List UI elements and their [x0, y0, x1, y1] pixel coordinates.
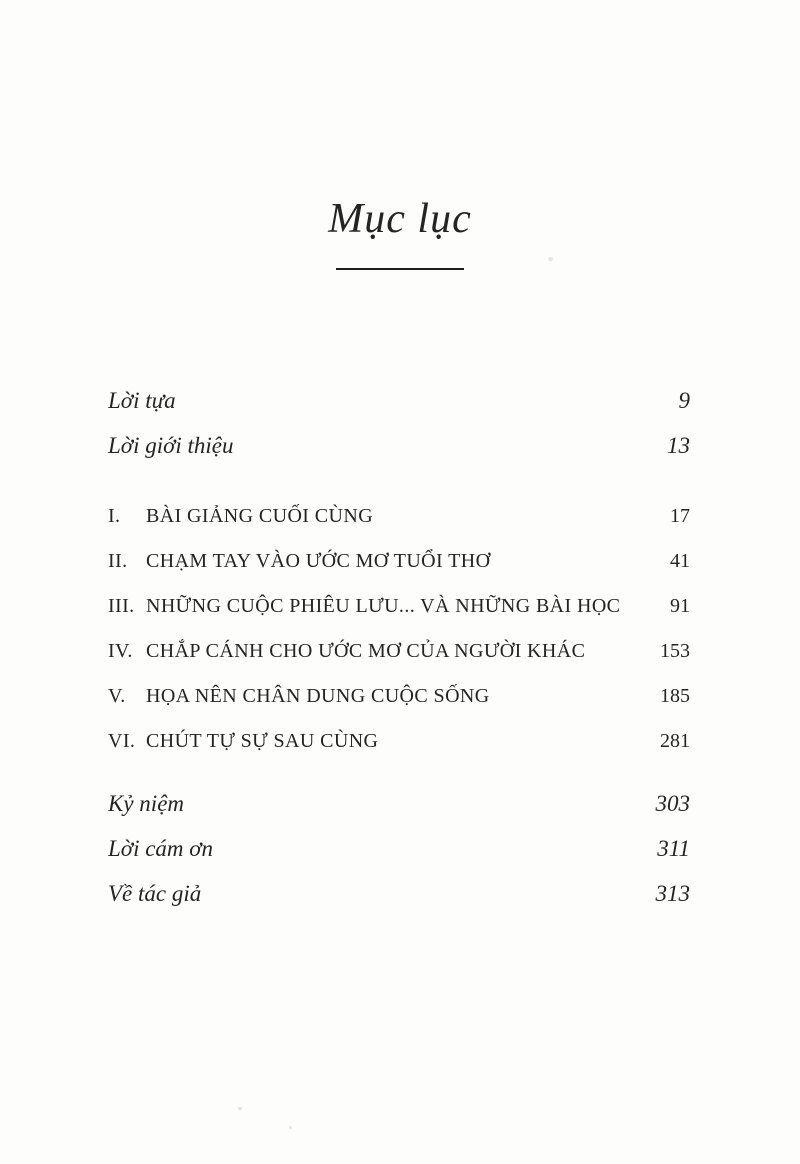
toc-row-memories — [108, 781, 690, 826]
entry-title: NHỮNG CUỘC PHIÊU LƯU... VÀ NHỮNG BÀI HỌC — [146, 595, 621, 617]
entry-page-number: 17 — [670, 505, 690, 527]
title-divider — [336, 268, 464, 270]
entry-page-number: 303 — [655, 791, 690, 816]
toc-row-chapter-4 — [108, 629, 690, 674]
entry-title: BÀI GIẢNG CUỐI CÙNG — [146, 505, 374, 527]
chapter-numeral: III. — [108, 595, 135, 617]
entry-page-number: 313 — [655, 881, 690, 906]
chapter-numeral: II. — [108, 550, 128, 572]
entry-page-number: 91 — [670, 595, 690, 617]
scan-speck — [238, 1107, 242, 1110]
entry-title: HỌA NÊN CHÂN DUNG CUỘC SỐNG — [146, 685, 490, 707]
toc-row-chapter-1 — [108, 494, 690, 539]
entry-title: CHẮP CÁNH CHO ƯỚC MƠ CỦA NGƯỜI KHÁC — [146, 640, 586, 662]
toc-row-introduction — [108, 423, 690, 468]
back-matter-section — [108, 781, 690, 916]
front-matter-section — [108, 378, 690, 468]
toc-row-chapter-6 — [108, 719, 690, 764]
entry-title: Lời cám ơn — [108, 836, 214, 861]
entry-page-number: 41 — [670, 550, 690, 572]
entry-page-number: 311 — [657, 836, 690, 861]
entry-title: CHÚT TỰ SỰ SAU CÙNG — [146, 730, 379, 752]
entry-title: Về tác giả — [108, 881, 202, 906]
entry-title: Kỷ niệm — [108, 791, 185, 816]
scan-speck — [289, 1126, 292, 1129]
entry-title: Lời tựa — [108, 388, 176, 413]
entry-page-number: 9 — [678, 388, 690, 413]
toc-row-preface — [108, 378, 690, 423]
toc-row-acknowledgements — [108, 826, 690, 871]
toc-row-chapter-5 — [108, 674, 690, 719]
chapter-numeral: V. — [108, 685, 126, 707]
entry-title: CHẠM TAY VÀO ƯỚC MƠ TUỔI THƠ — [146, 550, 491, 572]
entry-title: Lời giới thiệu — [108, 433, 234, 458]
title-block — [0, 194, 800, 270]
entry-page-number: 153 — [660, 640, 690, 662]
table-of-contents — [108, 378, 690, 916]
chapters-section — [108, 494, 690, 764]
toc-row-about-author — [108, 871, 690, 916]
chapter-numeral: VI. — [108, 730, 136, 752]
entry-page-number: 281 — [660, 730, 690, 752]
chapter-numeral: IV. — [108, 640, 133, 662]
toc-row-chapter-2 — [108, 539, 690, 584]
toc-row-chapter-3 — [108, 584, 690, 629]
chapter-numeral: I. — [108, 505, 121, 527]
entry-page-number: 185 — [660, 685, 690, 707]
entry-page-number: 13 — [667, 433, 690, 458]
page-title: Mục lục — [328, 196, 472, 242]
scan-speck — [548, 257, 553, 261]
